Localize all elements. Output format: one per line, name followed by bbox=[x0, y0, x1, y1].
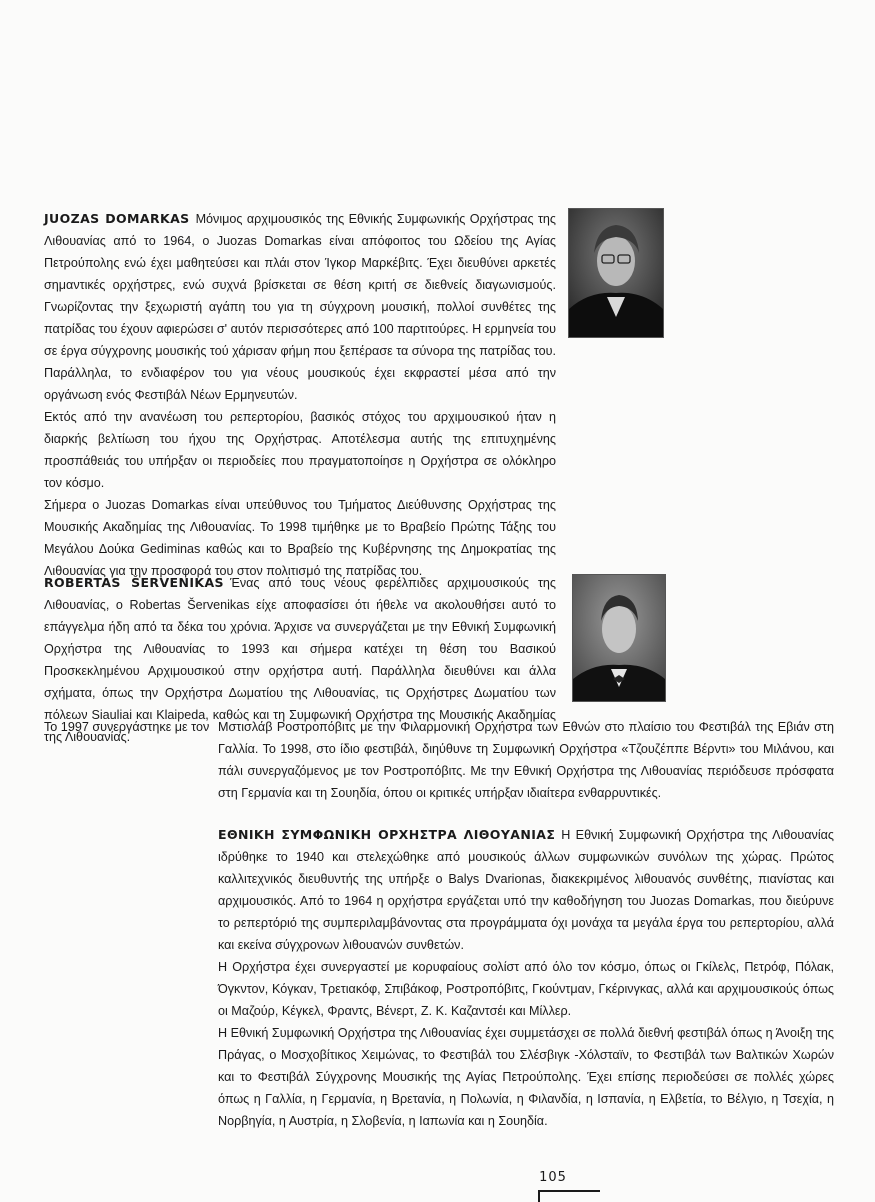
domarkas-paragraph-2: Εκτός από την ανανέωση του ρεπερτορίου, βασικός στόχος του αρχιμουσικού ήταν η διαρκής βελτίωση του ήχου της Ορχήστρας. Αποτέλεσμα αυτής της επιτυχημένης προσπάθειάς του υπήρξαν οι περιοδείες που πραγματοποίησε η Ορχήστρα σε ολόκληρο τον κόσμο. bbox=[44, 410, 556, 490]
orchestra-paragraph-1: Η Εθνική Συμφωνική Ορχήστρα της Λιθουανίας ιδρύθηκε το 1940 και στελεχώθηκε από μουσικούς άλλων συμφωνικών συνόλων της χώρας. Πρώτος καλλιτεχνικός διευθυντής της υπήρξε ο Balys Dvarionas, διακεκριμένος λιθουανός συνθέτης, πιανίστας και αρχιμουσικός. Από το 1964 η ορχήστρα εργάζεται υπό την καθοδήγηση του Juozas Domarkas, που διεύρυνε το ρεπερτόριό της συμπεριλαμβάνοντας στα προγράμματα όχι μονάχα τα μεγάλα έργα του ρεπερτορίου, αλλά και εκείνα σύγχρονων λιθουανών συνθετών. bbox=[218, 828, 834, 952]
orchestra-heading: ΕΘΝΙΚΗ ΣΥΜΦΩΝΙΚΗ ΟΡΧΗΣΤΡΑ ΛΙΘΟΥΑΝΙΑΣ bbox=[218, 827, 556, 842]
servenikas-heading: ROBERTAS ŠERVENIKAS bbox=[44, 575, 224, 590]
domarkas-portrait bbox=[568, 208, 664, 338]
servenikas-portrait bbox=[572, 574, 666, 702]
domarkas-heading: JUOZAS DOMARKAS bbox=[44, 211, 190, 226]
orchestra-bio bbox=[218, 824, 834, 1132]
domarkas-portrait-image bbox=[569, 209, 663, 337]
servenikas-continuation: Μστισλάβ Ροστροπόβιτς με την Φιλαρμονική Ορχήστρα των Εθνών στο πλαίσιο του Φεστιβάλ της Εβιάν στη Γαλλία. Το 1998, στο ίδιο φεστιβάλ, διηύθυνε τη Συμφωνική Ορχήστρα «Τζουζέππε Βέρντι» του Μιλάνου, και πάλι συνεργαζόμενος με τον Ροστροπόβιτς. Με την Εθνική Ορχήστρα της Λιθουανίας περιόδευσε πρόσφατα στη Γερμανία και τη Σουηδία, όπου οι κριτικές υπήρξαν ιδιαίτερα ενθαρρυντικές. bbox=[218, 720, 834, 800]
servenikas-portrait-image bbox=[573, 575, 665, 701]
servenikas-continuation-lead: Το 1997 συνεργάστηκε με τον bbox=[44, 720, 210, 734]
page-number-rule bbox=[538, 1190, 600, 1202]
servenikas-paragraph-1: Ένας από τους νέους φερέλπιδες αρχιμουσικούς της Λιθουανίας, ο Robertas Šervenikas είχε αποφασίσει ότι ήθελε να ακολουθήσει αυτό το επάγγελμα ήδη από τα δέκα του χρόνια. Άρχισε να συνεργάζεται με την Εθνική Συμφωνική Ορχήστρα της Λιθουανίας το 1993 και σήμερα κατέχει τη θέση του Βασικού Προσκεκλημένου Αρχιμουσικού στην ορχήστρα αυτή. Παράλληλα διευθύνει και άλλα σχήματα, όπως την Ορχήστρα Δωματίου της Λιθουανίας, τις Ορχήστρες Δωματίου των πόλεων Siauliai και Klaipeda, καθώς και τη Συμφωνική Ορχήστρα της Μουσικής Ακαδημίας της Λιθουανίας. bbox=[44, 576, 556, 744]
page-number: 105 bbox=[539, 1170, 567, 1185]
domarkas-paragraph-3: Σήμερα ο Juozas Domarkas είναι υπεύθυνος του Τμήματος Διεύθυνσης Ορχήστρας της Μουσικής Ακαδημίας της Λιθουανίας. Το 1998 τιμήθηκε με το Βραβείο Πρώτης Τάξης του Μεγάλου Δούκα Gediminas καθώς και το Βραβείο της Κυβέρνησης της Δημοκρατίας της Λιθουανίας για την προσφορά του στον πολιτισμό της πατρίδας του. bbox=[44, 498, 556, 578]
orchestra-paragraph-2: Η Ορχήστρα έχει συνεργαστεί με κορυφαίους σολίστ από όλο τον κόσμο, όπως οι Γκίλελς, Πετρόφ, Πόλακ, Όγκντον, Κόγκαν, Τρετιακόφ, Σπιβάκοφ, Ροστροπόβιτς, Γκούντμαν, Γκέρινγκας, αλλά και αρχιμουσικούς όπως οι Μαζούρ, Κέγκελ, Φραντς, Βένερτ, Ζ. Κ. Καζαντσέι και Μίλλερ. bbox=[218, 960, 834, 1018]
orchestra-paragraph-3: Η Εθνική Συμφωνική Ορχήστρα της Λιθουανίας έχει συμμετάσχει σε πολλά διεθνή φεστιβάλ όπως η Άνοιξη της Πράγας, ο Μοσχοβίτικος Χειμώνας, το Φεστιβάλ του Σλέσβιγκ -Χόλσταϊν, το Φεστιβάλ των Βαλτικών Χωρών και το Φεστιβάλ Σύγχρονης Μουσικής της Αγίας Πετρούπολης. Έχει επίσης περιοδεύσει σε πολλές χώρες όπως η Γαλλία, η Γερμανία, η Βρετανία, η Πολωνία, η Φιλανδία, η Ισπανία, η Ελβετία, το Βέλγιο, η Τσεχία, η Νορβηγία, η Αυστρία, η Σλοβενία, η Ιαπωνία και η Σουηδία. bbox=[218, 1026, 834, 1128]
domarkas-paragraph-1: Μόνιμος αρχιμουσικός της Εθνικής Συμφωνικής Ορχήστρας της Λιθουανίας από το 1964, ο Juozas Domarkas είναι απόφοιτος του Ωδείου της Αγίας Πετρούπολης ενώ έχει μαθητεύσει και πλάι στον Ίγκορ Μαρκέβιτς. Έχει διευθύνει αρκετές σημαντικές ορχήστρες, ενώ συχνά βρίσκεται σε θέση κριτή σε διεθνείς διαγωνισμούς. Γνωρίζοντας την ξεχωριστή αγάπη του για τη σύγχρονη μουσική, πολλοί συνθέτες της πατρίδας του έχουν αφιερώσει σ' αυτόν περισσότερες από 100 παρτιτούρες. Η ερμηνεία του σε έργα σύγχρονης μουσικής τού χάρισαν φήμη που ξεπέρασε τα σύνορα της πατρίδας του. Παράλληλα, το ενδιαφέρον του για νέους μουσικούς έχει εκφραστεί μέσα από την οργάνωση ενός Φεστιβάλ Νέων Ερμηνευτών. bbox=[44, 212, 557, 402]
domarkas-bio bbox=[44, 208, 556, 582]
